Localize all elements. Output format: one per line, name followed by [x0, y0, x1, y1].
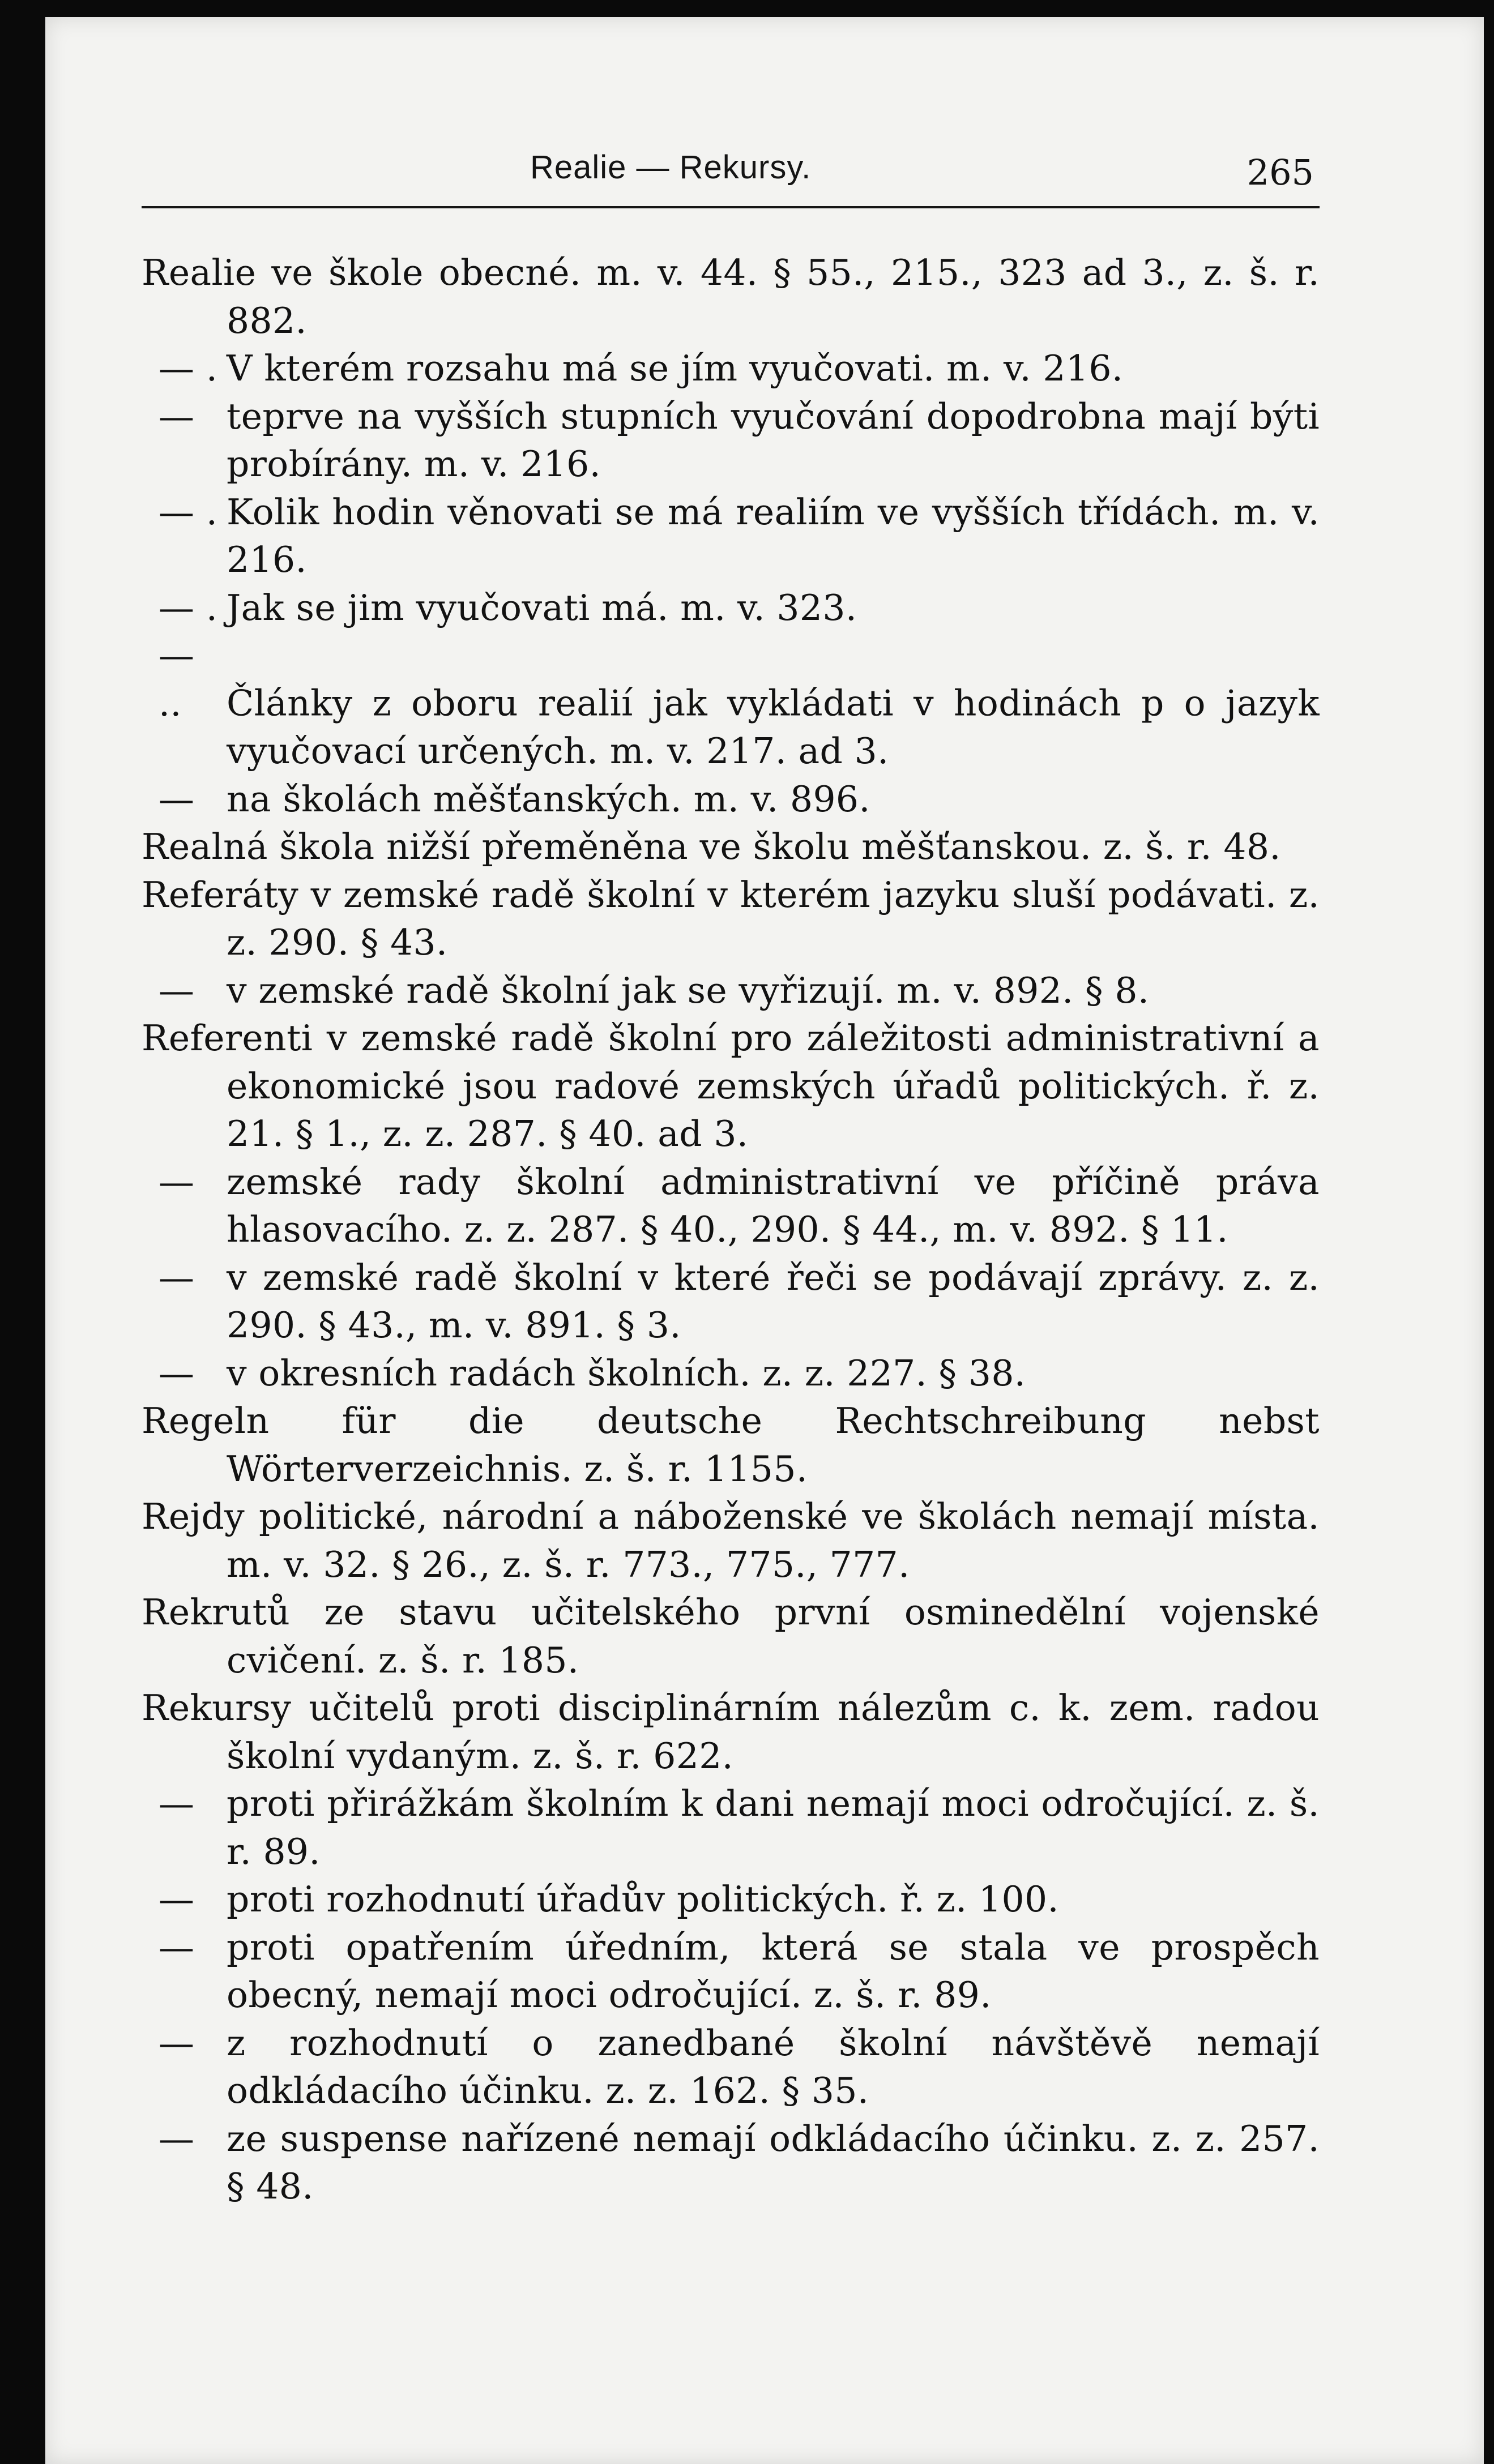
page-header	[142, 131, 1320, 194]
entry-dash: —	[159, 1926, 195, 1968]
index-entry	[142, 249, 1320, 345]
entry-text: Rejdy politické, národní a náboženské ve školách nemají místa. m. v. 32. § 26., z. š. r. 773., 775., 777.	[142, 1496, 1320, 1585]
entry-dash: — .	[159, 348, 218, 389]
index-subentry	[142, 1924, 1320, 2020]
index-subentry	[142, 489, 1320, 584]
entry-text: v zemské radě školní jak se vyřizují. m. v. 892. § 8.	[227, 969, 1150, 1011]
index-entry	[142, 1589, 1320, 1684]
index-subentry	[142, 584, 1320, 632]
index-entry	[142, 1397, 1320, 1493]
entry-dash: — ..	[159, 635, 195, 724]
entry-text: v zemské radě školní v které řeči se podávají zprávy. z. z. 290. § 43., m. v. 891. § 3.	[227, 1256, 1320, 1346]
entry-dash: —	[159, 969, 195, 1011]
page-number: 265	[1247, 152, 1314, 193]
index-subentry	[142, 1158, 1320, 1254]
entry-text: Rekursy učitelů proti disciplinárním nálezům c. k. zem. radou školní vydaným. z. š. r. 622.	[142, 1687, 1320, 1777]
entry-dash: — .	[159, 491, 218, 533]
index-subentry	[142, 2020, 1320, 2115]
entry-dash: —	[159, 1352, 195, 1394]
index-subentry	[142, 1350, 1320, 1398]
index-subentry	[142, 345, 1320, 393]
entry-dash: —	[159, 2022, 195, 2064]
entry-dash: —	[159, 778, 195, 820]
entry-text: proti opatřením úředním, která se stala ve prospěch obecný, nemají moci odročující. z. š. r. 89.	[227, 1926, 1320, 2016]
index-subentry	[142, 776, 1320, 824]
entry-text: Články z oboru realií jak vykládati v hodinách p o jazyk vyučovací určených. m. v. 217. ad 3.	[227, 682, 1320, 772]
entry-text: v okresních radách školních. z. z. 227. § 38.	[227, 1352, 1026, 1394]
index-entry-list	[142, 249, 1320, 2211]
index-entry	[142, 1015, 1320, 1158]
index-entry	[142, 823, 1320, 871]
entry-text: proti rozhodnutí úřadův politických. ř. z. 100.	[227, 1879, 1059, 1920]
index-entry	[142, 1684, 1320, 1780]
index-subentry	[142, 1780, 1320, 1876]
running-head: Realie — Rekursy.	[530, 149, 812, 186]
entry-dash: —	[159, 2118, 195, 2159]
entry-text: na školách měšťanských. m. v. 896.	[227, 778, 870, 820]
entry-text: Referáty v zemské radě školní v kterém jazyku sluší podávati. z. z. 290. § 43.	[142, 874, 1320, 963]
entry-text: Regeln für die deutsche Rechtschreibung nebst Wörterverzeichnis. z. š. r. 1155.	[142, 1400, 1320, 1490]
index-entry	[142, 1493, 1320, 1589]
entry-dash: —	[159, 1161, 195, 1203]
index-subentry	[142, 393, 1320, 489]
entry-text: Referenti v zemské radě školní pro záležitosti administrativní a ekonomické jsou radové zemských úřadů politických. ř. z. 21. § 1., z. z. 287. § 40. ad 3.	[142, 1017, 1320, 1154]
index-subentry	[142, 967, 1320, 1015]
index-subentry	[142, 1254, 1320, 1350]
entry-text: Jak se jim vyučovati má. m. v. 323.	[227, 587, 857, 628]
entry-dash: —	[159, 395, 195, 437]
entry-text: z rozhodnutí o zanedbané školní návštěvě nemají odkládacího účinku. z. z. 162. § 35.	[227, 2022, 1320, 2111]
entry-text: zemské rady školní administrativní ve příčině práva hlasovacího. z. z. 287. § 40., 290. § 44., m. v. 892. § 11.	[227, 1161, 1320, 1250]
entry-dash: — .	[159, 587, 218, 628]
entry-text: ze suspense nařízené nemají odkládacího účinku. z. z. 257. § 48.	[227, 2118, 1320, 2207]
entry-text: Realná škola nižší přeměněna ve školu měšťanskou. z. š. r. 48.	[142, 826, 1281, 867]
entry-dash: —	[159, 1879, 195, 1920]
index-entry	[142, 871, 1320, 967]
entry-text: V kterém rozsahu má se jím vyučovati. m. v. 216.	[227, 348, 1124, 389]
entry-dash: —	[159, 1256, 195, 1298]
entry-dash: —	[159, 1783, 195, 1824]
header-rule	[142, 206, 1320, 208]
entry-text: Realie ve škole obecné. m. v. 44. § 55., 215., 323 ad 3., z. š. r. 882.	[142, 252, 1320, 341]
entry-text: Kolik hodin věnovati se má realiím ve vyšších třídách. m. v. 216.	[227, 491, 1320, 580]
index-subentry	[142, 1876, 1320, 1924]
entry-text: Rekrutů ze stavu učitelského první osminedělní vojenské cvičení. z. š. r. 185.	[142, 1592, 1320, 1681]
index-subentry	[142, 632, 1320, 776]
entry-text: teprve na vyšších stupních vyučování dopodrobna mají býti probírány. m. v. 216.	[227, 395, 1320, 485]
entry-text: proti přirážkám školním k dani nemají moci odročující. z. š. r. 89.	[227, 1783, 1320, 1872]
index-subentry	[142, 2115, 1320, 2211]
